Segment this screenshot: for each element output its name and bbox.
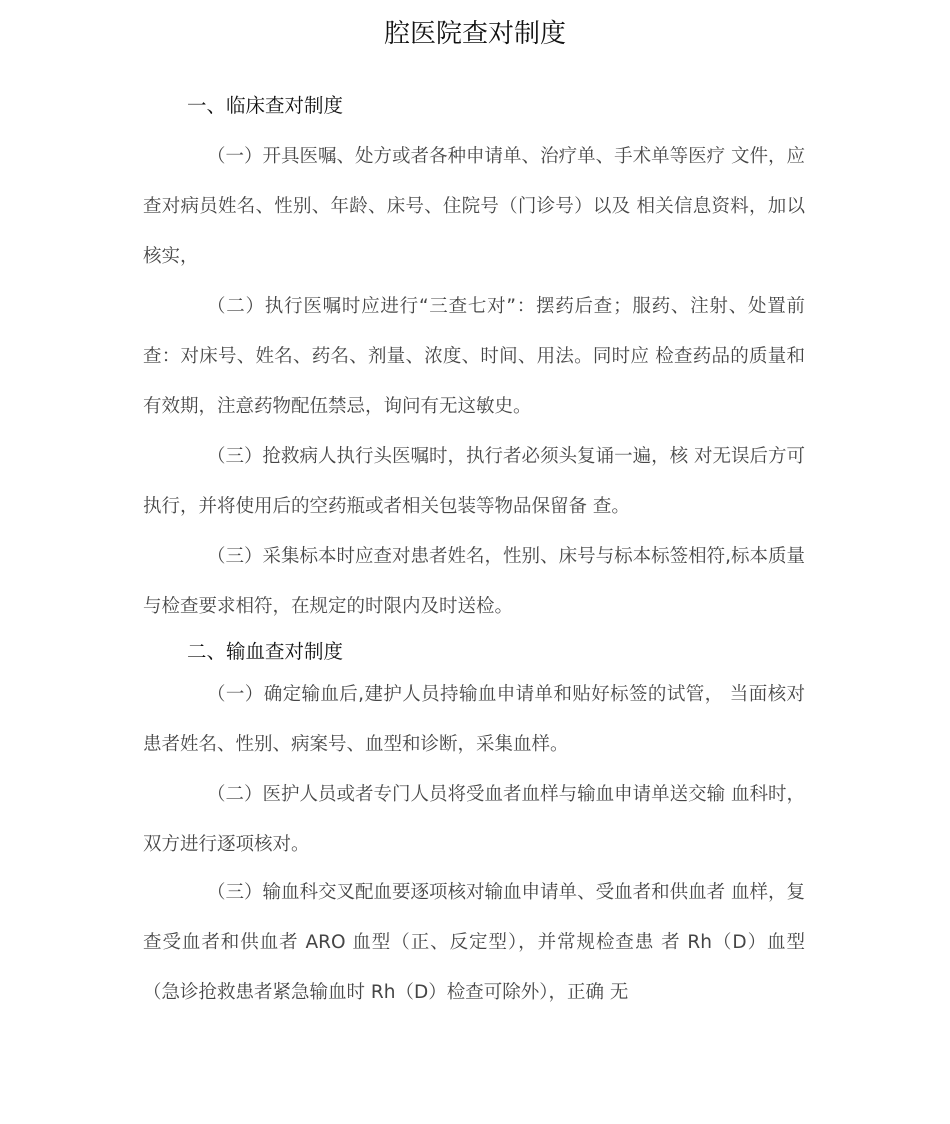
paragraph: （一）开具医嘱、处方或者各种申请单、治疗单、手术单等医疗 文件，应查对病员姓名、性别、年龄、床号、住院号（门诊号）以及 相关信息资料，加以核实， [143,146,805,267]
paragraph: （一）确定输血后,建护人员持输血申请单和贴好标签的试管， 当面核对患者姓名、性别、病案号、血型和诊断，采集血样。 [143,684,805,755]
paragraph: （二）执行医嘱时应进行“三查七对”：摆药后查；服药、注射、处置前查：对床号、姓名、药名、剂量、浓度、时间、用法。同时应 检查药品的质量和有效期，注意药物配伍禁忌，询问有无这敏史。 [143,296,805,417]
section-heading-transfusion-check: 二、输血查对制度 [187,640,344,663]
paragraph: （二）医护人员或者专门人员将受血者血样与输血申请单送交输 血科时，双方进行逐项核对。 [143,784,805,855]
paragraph: （三）输血科交叉配血要逐项核对输血申请单、受血者和供血者 血样，复查受血者和供血者 ARO 血型（正、反定型），并常规检查患 者 Rh（D）血型（急诊抢救患者紧急输血时 Rh（D）检查可除外），正确 无 [143,882,805,1003]
paragraph: （三）采集标本时应查对患者姓名，性别、床号与标本标签相符,标本质量与检查要求相符，在规定的时限内及时送检。 [143,546,805,617]
document-title: 腔医院查对制度 [383,19,566,49]
paragraph: （三）抢救病人执行头医嘱时，执行者必须头复诵一遍，核 对无误后方可执行，并将使用后的空药瓶或者相关包装等物品保留备 查。 [143,446,805,517]
section-heading-clinical-check: 一、临床查对制度 [187,94,344,117]
